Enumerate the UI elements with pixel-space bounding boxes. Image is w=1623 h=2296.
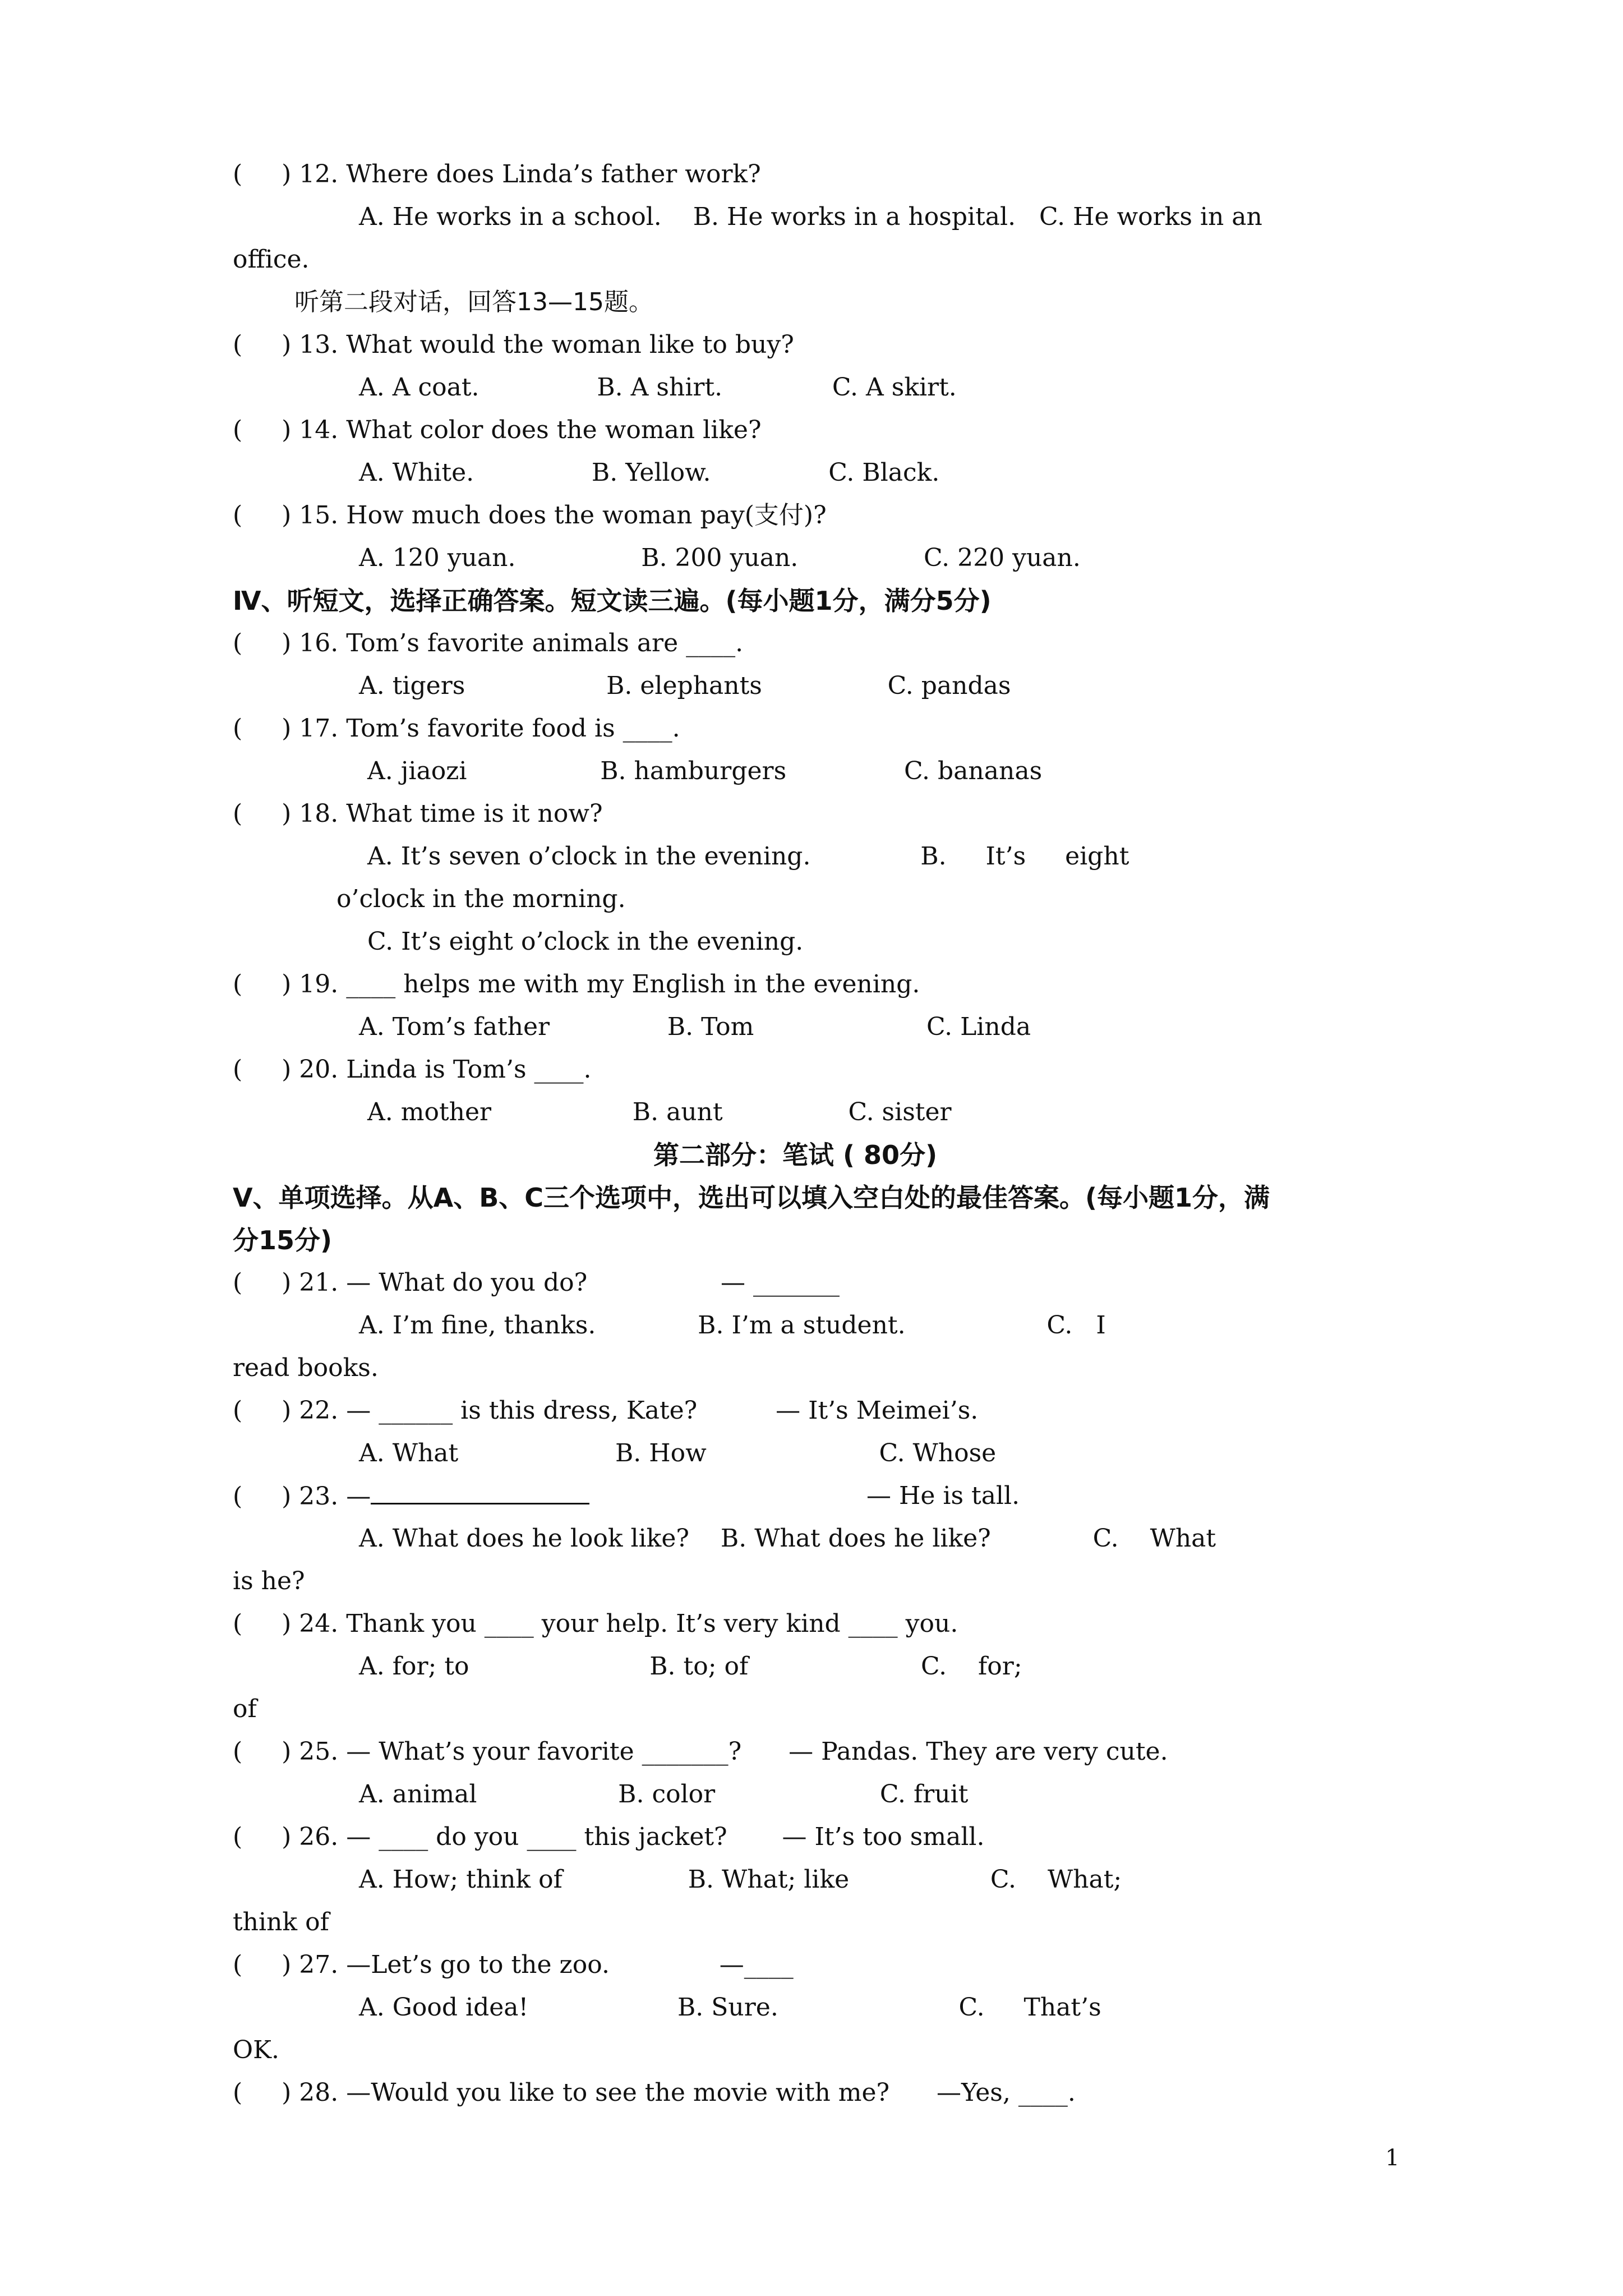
q21-options: A. I’m fine, thanks. B. I’m a student. C. I	[359, 1311, 1106, 1340]
q23-stem	[233, 1480, 589, 1512]
q15-stem: ( ) 15. How much does the woman pay(支付)?	[233, 501, 827, 530]
section-iv-heading: Ⅳ、听短文，选择正确答案。短文读三遍。(每小题1分，满分5分)	[233, 586, 992, 616]
q15-options: A. 120 yuan. B. 200 yuan. C. 220 yuan.	[359, 544, 1081, 572]
q21-stem: ( ) 21. — What do you do? — _______	[233, 1268, 840, 1297]
q23-options: A. What does he look like? B. What does he like? C. What	[359, 1524, 1216, 1553]
q13-stem: ( ) 13. What would the woman like to buy?	[233, 330, 794, 359]
q18-options-wrap: o’clock in the morning.	[336, 885, 626, 913]
q14-options: A. White. B. Yellow. C. Black.	[359, 458, 940, 487]
q23-answer-blank	[371, 1480, 589, 1504]
q18-options-ab: A. It’s seven o’clock in the evening. B. It’s eight	[367, 842, 1129, 871]
part-two-heading: 第二部分：笔试 ( 80分)	[653, 1140, 938, 1170]
q20-options: A. mother B. aunt C. sister	[367, 1098, 952, 1126]
q12-options-wrap: office.	[233, 245, 310, 274]
q12-stem: ( ) 12. Where does Linda’s father work?	[233, 160, 761, 188]
q20-stem: ( ) 20. Linda is Tom’s ____.	[233, 1055, 592, 1084]
q25-stem: ( ) 25. — What’s your favorite _______? — Pandas. They are very cute.	[233, 1737, 1168, 1766]
q28-stem: ( ) 28. —Would you like to see the movie with me? —Yes, ____.	[233, 2078, 1076, 2107]
q19-options: A. Tom’s father B. Tom C. Linda	[359, 1013, 1031, 1041]
q26-options: A. How; think of B. What; like C. What;	[359, 1865, 1122, 1894]
q23-response: — He is tall.	[866, 1481, 1020, 1510]
page-number: 1	[1385, 2145, 1400, 2171]
q16-stem: ( ) 16. Tom’s favorite animals are ____.	[233, 629, 744, 657]
q24-options-wrap: of	[233, 1695, 257, 1723]
q23-options-wrap: is he?	[233, 1567, 305, 1595]
q17-stem: ( ) 17. Tom’s favorite food is ____.	[233, 714, 680, 743]
q17-options: A. jiaozi B. hamburgers C. bananas	[367, 757, 1043, 785]
q22-options: A. What B. How C. Whose	[359, 1439, 997, 1467]
q18-stem: ( ) 18. What time is it now?	[233, 799, 603, 828]
q21-options-wrap: read books.	[233, 1354, 379, 1382]
q24-stem: ( ) 24. Thank you ____ your help. It’s very kind ____ you.	[233, 1609, 958, 1638]
q25-options: A. animal B. color C. fruit	[359, 1780, 969, 1809]
q26-options-wrap: think of	[233, 1908, 329, 1936]
q27-options: A. Good idea! B. Sure. C. That’s	[359, 1993, 1101, 2022]
q26-stem: ( ) 26. — ____ do you ____ this jacket? — It’s too small.	[233, 1823, 985, 1851]
q27-options-wrap: OK.	[233, 2036, 279, 2064]
section-v-heading-wrap: 分15分)	[233, 1225, 333, 1255]
section-v-heading: Ⅴ、单项选择。从A、B、C三个选项中，选出可以填入空白处的最佳答案。(每小题1分，满	[233, 1182, 1270, 1213]
q16-options: A. tigers B. elephants C. pandas	[359, 671, 1011, 700]
q27-stem: ( ) 27. —Let’s go to the zoo. —____	[233, 1950, 794, 1979]
section-dialogue2-instruction: 听第二段对话，回答13—15题。	[294, 288, 653, 316]
q12-options: A. He works in a school. B. He works in a hospital. C. He works in an	[359, 203, 1262, 231]
q18-option-c: C. It’s eight o’clock in the evening.	[367, 927, 804, 956]
q22-stem: ( ) 22. — ______ is this dress, Kate? — It’s Meimei’s.	[233, 1396, 979, 1425]
q14-stem: ( ) 14. What color does the woman like?	[233, 416, 762, 444]
q24-options: A. for; to B. to; of C. for;	[359, 1652, 1022, 1681]
q19-stem: ( ) 19. ____ helps me with my English in the evening.	[233, 970, 920, 999]
q13-options: A. A coat. B. A shirt. C. A skirt.	[359, 373, 957, 402]
q23-stem-text: ( ) 23. —	[233, 1482, 371, 1511]
